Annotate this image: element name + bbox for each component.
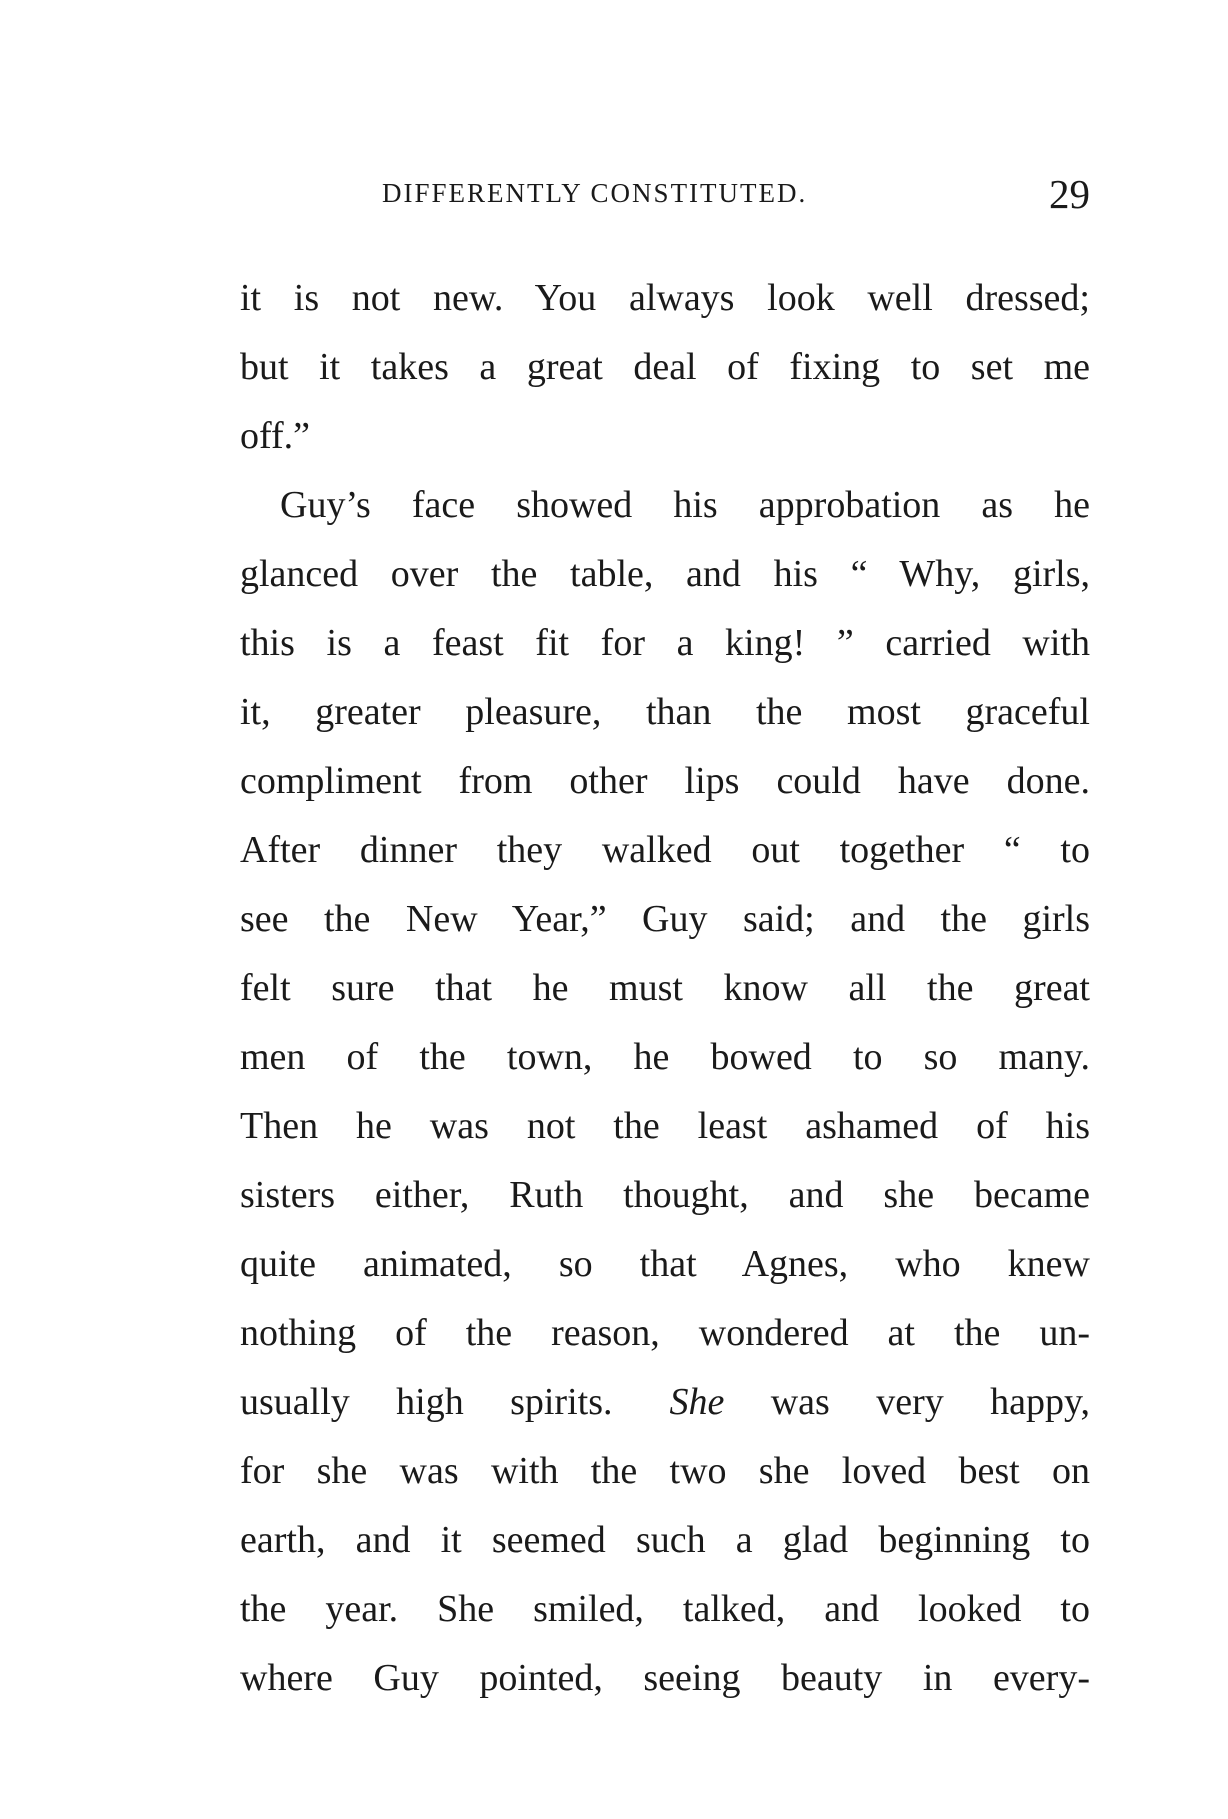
text-line: After dinner they walked out together “ to bbox=[240, 829, 1090, 871]
text-line: Then he was not the least ashamed of his bbox=[240, 1105, 1090, 1147]
text-segment: was very happy, bbox=[770, 1381, 1090, 1423]
text-line: Guy’s face showed his approbation as he bbox=[280, 484, 1090, 526]
text-line: it is not new. You always look well dressed; bbox=[240, 277, 1090, 319]
text-line: off.” bbox=[240, 415, 310, 457]
text-line: it, greater pleasure, than the most graceful bbox=[240, 691, 1090, 733]
text-line-mixed bbox=[240, 1368, 1090, 1437]
text-line: felt sure that he must know all the great bbox=[240, 967, 1090, 1009]
text-segment: usually high spirits. bbox=[240, 1381, 613, 1423]
running-head bbox=[240, 170, 1090, 230]
text-line: where Guy pointed, seeing beauty in every- bbox=[240, 1657, 1090, 1699]
text-line: nothing of the reason, wondered at the un- bbox=[240, 1312, 1090, 1354]
running-title: DIFFERENTLY CONSTITUTED. bbox=[382, 178, 808, 208]
page-number: 29 bbox=[1049, 171, 1090, 217]
text-line: quite animated, so that Agnes, who knew bbox=[240, 1243, 1090, 1285]
text-line: see the New Year,” Guy said; and the girls bbox=[240, 898, 1090, 940]
body-text bbox=[240, 264, 1090, 1713]
text-line: sisters either, Ruth thought, and she became bbox=[240, 1174, 1090, 1216]
text-line: but it takes a great deal of fixing to set me bbox=[240, 346, 1090, 388]
text-line: for she was with the two she loved best on bbox=[240, 1450, 1090, 1492]
text-line: compliment from other lips could have done. bbox=[240, 760, 1090, 802]
text-line: this is a feast fit for a king! ” carried with bbox=[240, 622, 1090, 664]
text-line: the year. She smiled, talked, and looked to bbox=[240, 1588, 1090, 1630]
italic-word: She bbox=[669, 1381, 725, 1423]
text-line: men of the town, he bowed to so many. bbox=[240, 1036, 1090, 1078]
text-line: glanced over the table, and his “ Why, girls, bbox=[240, 553, 1090, 595]
text-line: earth, and it seemed such a glad beginning to bbox=[240, 1519, 1090, 1561]
